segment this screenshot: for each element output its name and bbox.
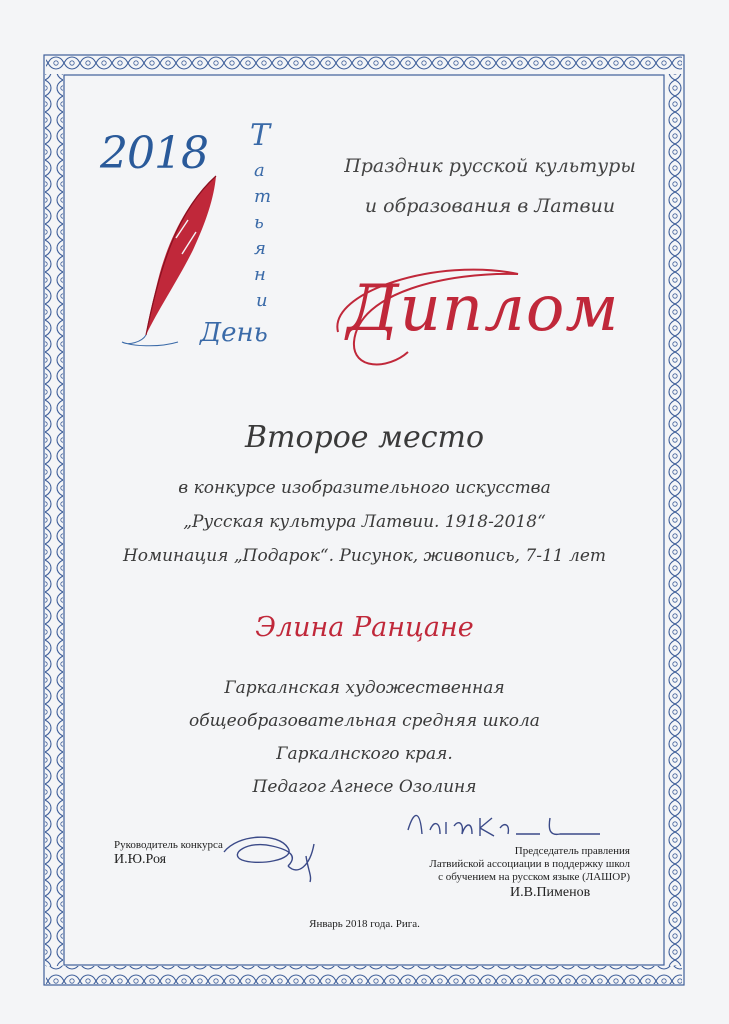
diploma-title: Диплом <box>346 272 620 346</box>
logo-day-word: День <box>200 318 268 348</box>
school-line-1: Гаркалнская художественная <box>224 678 505 698</box>
teacher-line: Педагог Агнесе Озолиня <box>252 777 477 797</box>
award-contest-line: в конкурсе изобразительного искусства <box>178 478 551 498</box>
festival-title-line1: Праздник русской культуры <box>344 155 636 177</box>
festival-title-line2: и образования в Латвии <box>364 195 616 217</box>
logo-vertical-letter: ь <box>254 212 264 233</box>
right-signatory-role-3: с обучением на русском языке (ЛАШОР) <box>438 871 630 883</box>
award-contest-name: „Русская культура Латвии. 1918-2018“ <box>183 512 546 532</box>
logo-vertical-letter: и <box>256 290 268 311</box>
recipient-name: Элина Ранцане <box>255 612 474 643</box>
left-signatory-name: И.Ю.Роя <box>114 852 167 867</box>
logo-vertical-letter: я <box>254 238 266 259</box>
school-line-2: общеобразовательная средняя школа <box>189 711 540 731</box>
left-signatory-role: Руководитель конкурса <box>114 839 223 851</box>
award-nomination: Номинация „Подарок“. Рисунок, живопись, 7-11 лет <box>122 546 607 566</box>
footer-date-place: Январь 2018 года. Рига. <box>309 918 420 930</box>
right-signatory-role-2: Латвийской ассоциации в поддержку школ <box>429 858 630 870</box>
logo-vertical-letter: а <box>254 160 265 181</box>
logo-vertical-letter: т <box>254 186 272 207</box>
logo-year: 2018 <box>100 128 208 179</box>
logo-vertical-letter: н <box>254 264 266 285</box>
right-signatory-role-1: Председатель правления <box>514 845 630 857</box>
school-line-3: Гаркалнского края. <box>276 744 453 764</box>
right-signatory-name: И.В.Пименов <box>510 885 591 900</box>
logo-vertical-letter: Т <box>250 118 271 153</box>
signature-right <box>400 800 630 850</box>
award-place: Второе место <box>244 420 485 455</box>
signature-left <box>218 826 328 886</box>
